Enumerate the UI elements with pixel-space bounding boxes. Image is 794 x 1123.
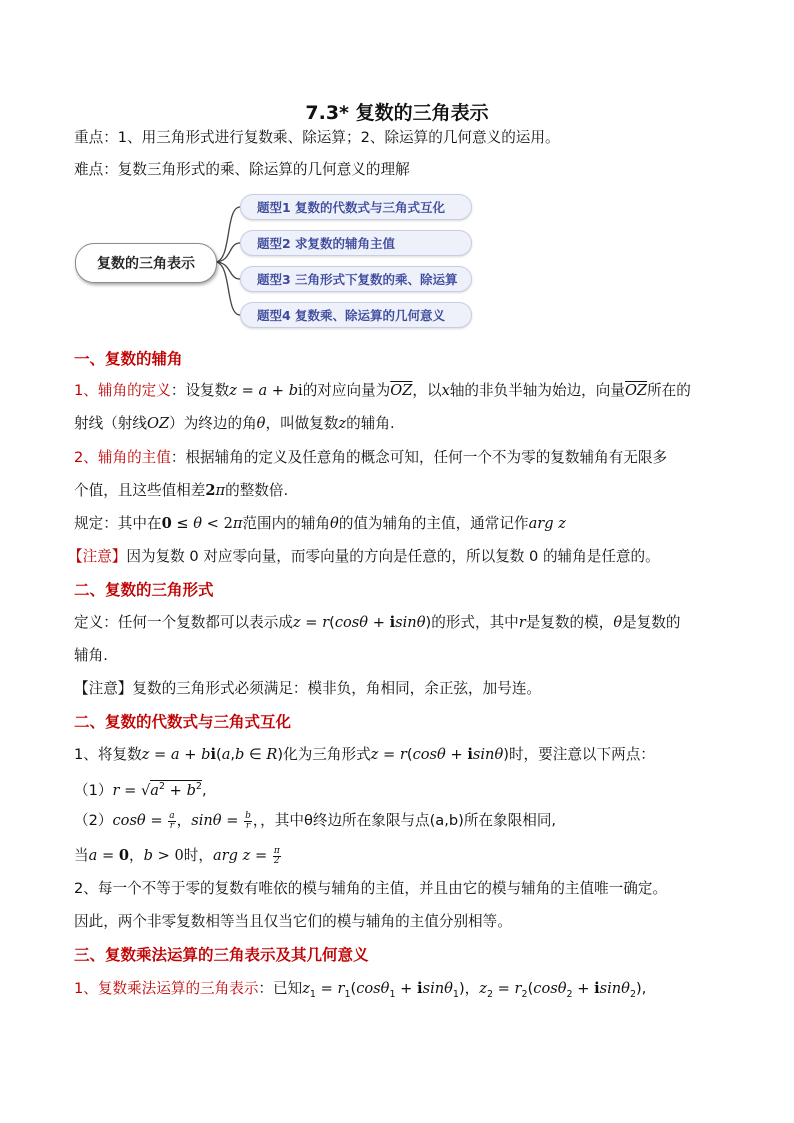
section3-point2-line1: 2、每一个不等于零的复数有唯依的模与辅角的主值，并且由它的模与辅角的主值唯一确定。 bbox=[74, 880, 668, 897]
section-heading-4: 三、复数乘法运算的三角表示及其几何意义 bbox=[74, 946, 369, 964]
section1-item2-line2: 个值，且这些值相差2π的整数倍. bbox=[74, 482, 289, 499]
mindmap-branch-3: 题型3 三角形式下复数的乘、除运算 bbox=[240, 266, 472, 292]
section-heading-1: 一、复数的辅角 bbox=[74, 350, 183, 368]
section1-item1-line2: 射线（射线OZ）为终边的角θ，叫做复数z的辅角. bbox=[74, 415, 395, 432]
section2-definition-line1: 定义：任何一个复数都可以表示成z = r(cosθ + isinθ)的形式，其中r是复数的模，θ是复数的 bbox=[74, 614, 681, 631]
section1-note: 【注意】因为复数 0 对应零向量，而零向量的方向是任意的，所以复数 0 的辅角是任意的。 bbox=[68, 548, 660, 565]
section1-rule: 规定：其中在0 ≤ θ < 2π范围内的辅角θ的值为辅角的主值，通常记作arg z bbox=[74, 515, 566, 532]
section3-point1: 1、将复数z = a + bi(a,b ∈ R)化为三角形式z = r(cosθ + isinθ)时，要注意以下两点： bbox=[74, 746, 655, 763]
section3-special-case: 当a = 0，b > 0时，arg z = $\frac{\pi}{2}$ bbox=[74, 845, 280, 866]
section3-point2-line2: 因此，两个非零复数相等当且仅当它们的模与辅角的主值分别相等。 bbox=[74, 913, 512, 930]
section2-definition-line2: 辅角. bbox=[74, 647, 108, 664]
section-heading-3: 二、复数的代数式与三角式互化 bbox=[74, 713, 292, 731]
mindmap-branch-4: 题型4 复数乘、除运算的几何意义 bbox=[240, 302, 472, 328]
section1-item1-line1: 1、辅角的定义：设复数z = a + bi的对应向量为$\overline{OZ}$，以x轴的非负半轴为始边，向量$\overline{OZ}$所在的 bbox=[74, 382, 691, 399]
mindmap-branch-1: 题型1 复数的代数式与三角式互化 bbox=[240, 194, 472, 220]
key-point: 重点：1、用三角形式进行复数乘、除运算；2、除运算的几何意义的运用。 bbox=[74, 129, 560, 146]
section-heading-2: 二、复数的三角形式 bbox=[74, 581, 214, 599]
section3-condition-2: （2）cosθ = $\frac{a}{r}$ ，sinθ = $\frac{b}{r}$ ，，其中θ终边所在象限与点(a,b)所在象限相同, bbox=[74, 810, 557, 831]
section4-item1: 1、复数乘法运算的三角表示：已知$z_1 = r_1(\cos\theta_1 + isin\theta_1)$，$z_2 = r_2(\cos\theta_2 + isin\theta_2)$, bbox=[74, 980, 647, 1000]
mindmap-branch-2: 题型2 求复数的辅角主值 bbox=[240, 230, 472, 256]
section3-condition-1: $(1)r = √a^2 + b^2$, bbox=[74, 781, 207, 799]
difficult-point: 难点：复数三角形式的乘、除运算的几何意义的理解 bbox=[74, 161, 410, 178]
section2-note: 【注意】复数的三角形式必须满足：模非负，角相同，余正弦，加号连。 bbox=[74, 680, 542, 697]
section1-item2-line1: 2、辅角的主值：根据辅角的定义及任意角的概念可知，任何一个不为零的复数辅角有无限多 bbox=[74, 449, 668, 466]
page-title: 7.3* 复数的三角表示 bbox=[305, 102, 489, 124]
mindmap-root: 复数的三角表示 bbox=[75, 243, 217, 283]
